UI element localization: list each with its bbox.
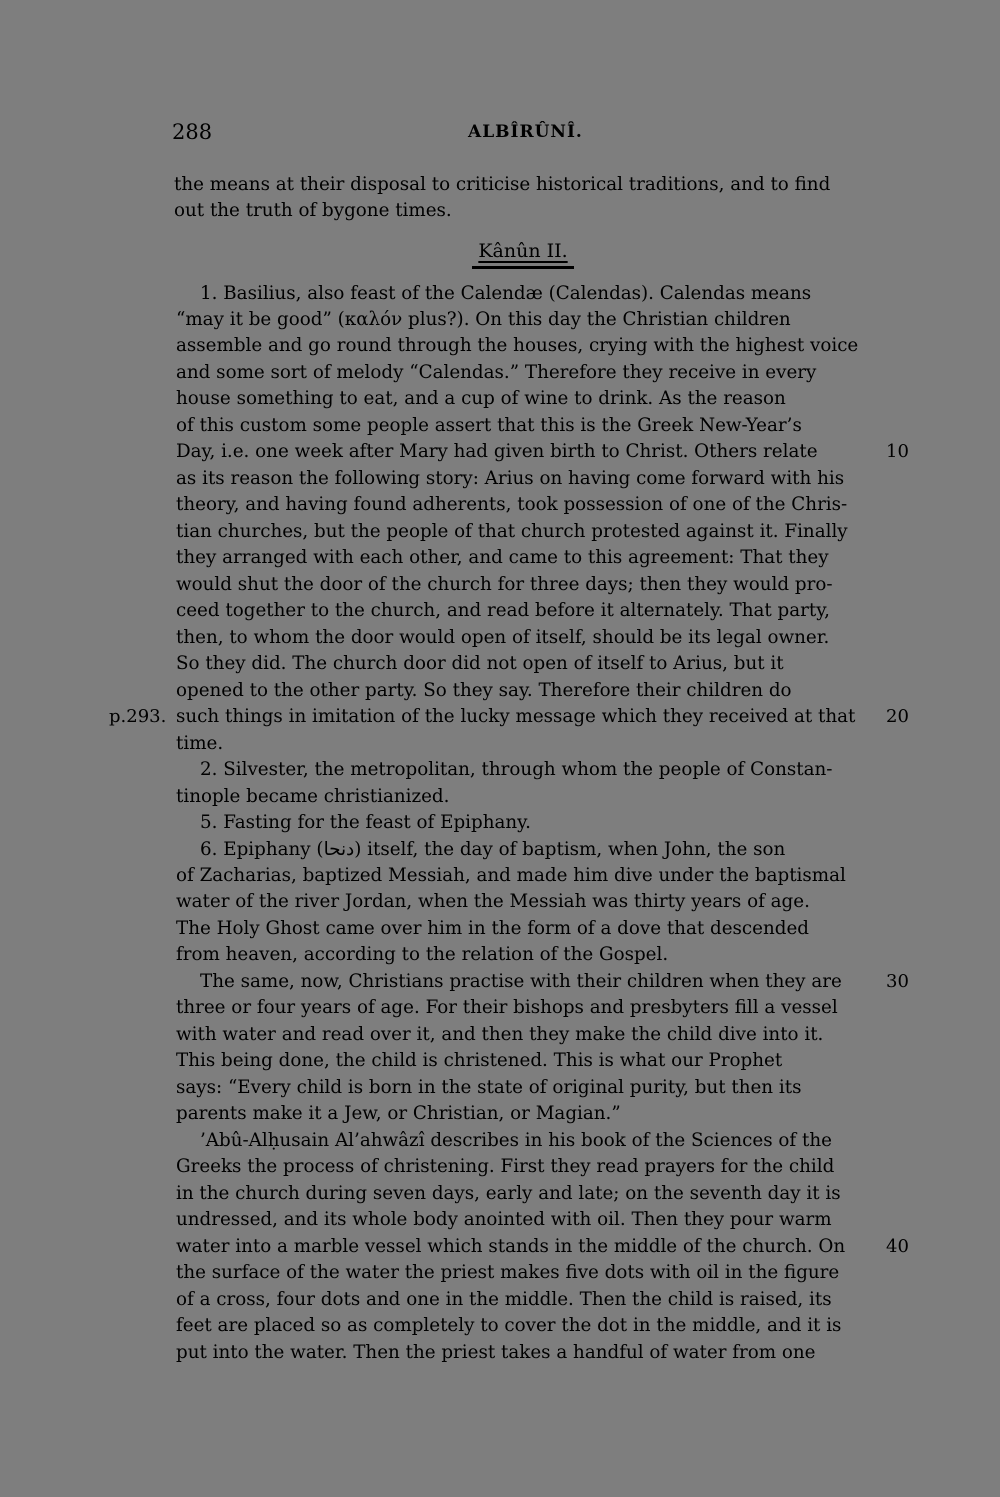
heading-rule xyxy=(472,266,574,269)
line: Greeks the process of christening. First they read prayers for the child xyxy=(176,1156,835,1177)
line: time. xyxy=(176,733,224,754)
line: 2. Silvester, the metropolitan, through whom the people of Constan- xyxy=(200,759,833,780)
line: tian churches, but the people of that church protested against it. Finally xyxy=(176,521,848,542)
line: 1. Basilius, also feast of the Calendæ (Calendas). Calendas means xyxy=(200,283,812,304)
line: tinople became christianized. xyxy=(176,786,450,807)
line-number: 10 xyxy=(886,441,909,462)
line: they arranged with each other, and came to this agreement: That they xyxy=(176,547,829,568)
line: “may it be good” (καλόν plus?). On this day the Christian children xyxy=(176,309,791,330)
line: house something to eat, and a cup of wine to drink. As the reason xyxy=(176,388,786,409)
line: of Zacharias, baptized Messiah, and made him dive under the baptismal xyxy=(176,865,846,886)
line: water of the river Jordan, when the Messiah was thirty years of age. xyxy=(176,891,810,912)
line: such things in imitation of the lucky message which they received at that xyxy=(176,706,856,727)
line: The same, now, Christians practise with their children when they are xyxy=(200,971,842,992)
line: ’Abû-Alḥusain Al’ahwâzî describes in his book of the Sciences of the xyxy=(200,1130,832,1151)
line: feet are placed so as completely to cover the dot in the middle, and it is xyxy=(176,1315,842,1336)
page-number: 288 xyxy=(172,120,213,144)
line: assemble and go round through the houses, crying with the highest voice xyxy=(176,335,859,356)
line-number: 40 xyxy=(886,1236,909,1257)
line: So they did. The church door did not open of itself to Arius, but it xyxy=(176,653,784,674)
line: of a cross, four dots and one in the middle. Then the child is raised, its xyxy=(176,1289,832,1310)
line: with water and read over it, and then they make the child dive into it. xyxy=(176,1024,824,1045)
line: water into a marble vessel which stands in the middle of the church. On xyxy=(176,1236,846,1257)
running-head: ALBÎRÛNÎ. xyxy=(468,122,583,142)
line: out the truth of bygone times. xyxy=(174,200,452,221)
line: in the church during seven days, early and late; on the seventh day it is xyxy=(176,1183,841,1204)
line: says: “Every child is born in the state of original purity, but then its xyxy=(176,1077,802,1098)
margin-page-ref: p.293. xyxy=(109,706,167,727)
line: undressed, and its whole body anointed with oil. Then they pour warm xyxy=(176,1209,832,1230)
line-number: 30 xyxy=(886,971,909,992)
line: 5. Fasting for the feast of Epiphany. xyxy=(200,812,531,833)
line: of this custom some people assert that this is the Greek New-Year’s xyxy=(176,415,802,436)
line: Day, i.e. one week after Mary had given birth to Christ. Others relate xyxy=(176,441,818,462)
line: parents make it a Jew, or Christian, or Magian.” xyxy=(176,1103,621,1124)
line: This being done, the child is christened. This is what our Prophet xyxy=(176,1050,783,1071)
line: opened to the other party. So they say. Therefore their children do xyxy=(176,680,792,701)
line: and some sort of melody “Calendas.” Therefore they receive in every xyxy=(176,362,817,383)
line: 6. Epiphany (دنحا) itself, the day of baptism, when John, the son xyxy=(200,839,786,860)
line: theory, and having found adherents, took possession of one of the Chris- xyxy=(176,494,848,515)
line: the surface of the water the priest makes five dots with oil in the figure xyxy=(176,1262,840,1283)
line: the means at their disposal to criticise historical traditions, and to find xyxy=(174,174,831,195)
line: put into the water. Then the priest takes a handful of water from one xyxy=(176,1342,816,1363)
line: as its reason the following story: Arius on having come forward with his xyxy=(176,468,845,489)
line-number: 20 xyxy=(886,706,909,727)
line: from heaven, according to the relation of the Gospel. xyxy=(176,944,669,965)
line: would shut the door of the church for three days; then they would pro- xyxy=(176,574,833,595)
line: ceed together to the church, and read before it alternately. That party, xyxy=(176,600,830,621)
section-heading: Kânûn II. xyxy=(478,240,568,262)
line: The Holy Ghost came over him in the form of a dove that descended xyxy=(176,918,809,939)
line: then, to whom the door would open of itself, should be its legal owner. xyxy=(176,627,830,648)
line: three or four years of age. For their bishops and presbyters fill a vessel xyxy=(176,997,838,1018)
